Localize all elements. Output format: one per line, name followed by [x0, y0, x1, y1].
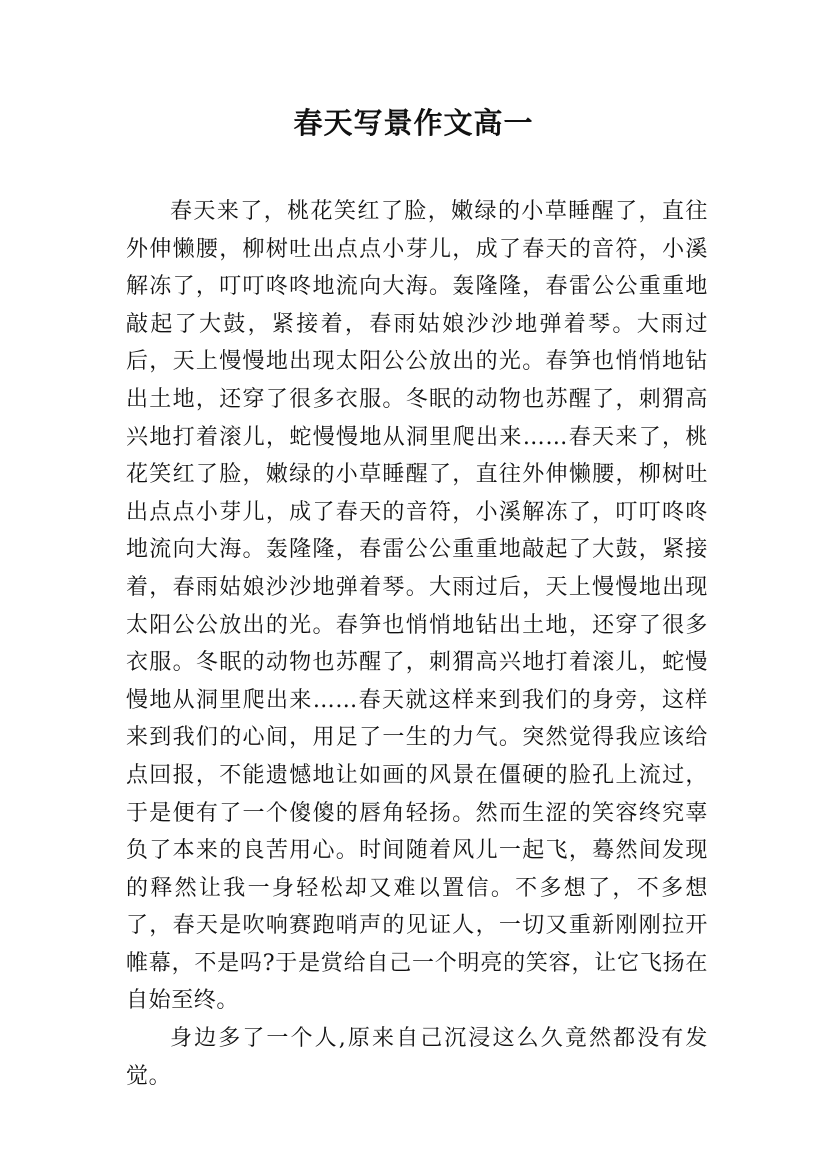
document-title: 春天写景作文高一	[293, 106, 534, 140]
document-body	[126, 193, 708, 1095]
paragraph-1: 春天来了，桃花笑红了脸，嫩绿的小草睡醒了，直往外伸懒腰，柳树吐出点点小芽儿，成了春天的音符，小溪解冻了，叮叮咚咚地流向大海。轰隆隆，春雷公公重重地敲起了大鼓，紧接着，春雨姑娘沙沙地弹着琴。大雨过后，天上慢慢地出现太阳公公放出的光。春笋也悄悄地钻出土地，还穿了很多衣服。冬眠的动物也苏醒了，刺猬高兴地打着滚儿，蛇慢慢地从洞里爬出来……春天来了，桃花笑红了脸，嫩绿的小草睡醒了，直往外伸懒腰，柳树吐出点点小芽儿，成了春天的音符，小溪解冻了，叮叮咚咚地流向大海。轰隆隆，春雷公公重重地敲起了大鼓，紧接着，春雨姑娘沙沙地弹着琴。大雨过后，天上慢慢地出现太阳公公放出的光。春笋也悄悄地钻出土地，还穿了很多衣服。冬眠的动物也苏醒了，刺猬高兴地打着滚儿，蛇慢慢地从洞里爬出来……春天就这样来到我们的身旁，这样来到我们的心间，用足了一生的力气。突然觉得我应该给点回报，不能遗憾地让如画的风景在僵硬的脸孔上流过，于是便有了一个傻傻的唇角轻扬。然而生涩的笑容终究辜负了本来的良苦用心。时间随着风儿一起飞，蓦然间发现的释然让我一身轻松却又难以置信。不多想了，不多想了，春天是吹响赛跑哨声的见证人，一切又重新刚刚拉开帷幕，不是吗?于是赏给自己一个明亮的笑容，让它飞扬在自始至终。	[126, 199, 708, 1014]
paragraph-2: 身边多了一个人,原来自己沉浸这么久竟然都没有发觉。	[126, 1026, 708, 1089]
